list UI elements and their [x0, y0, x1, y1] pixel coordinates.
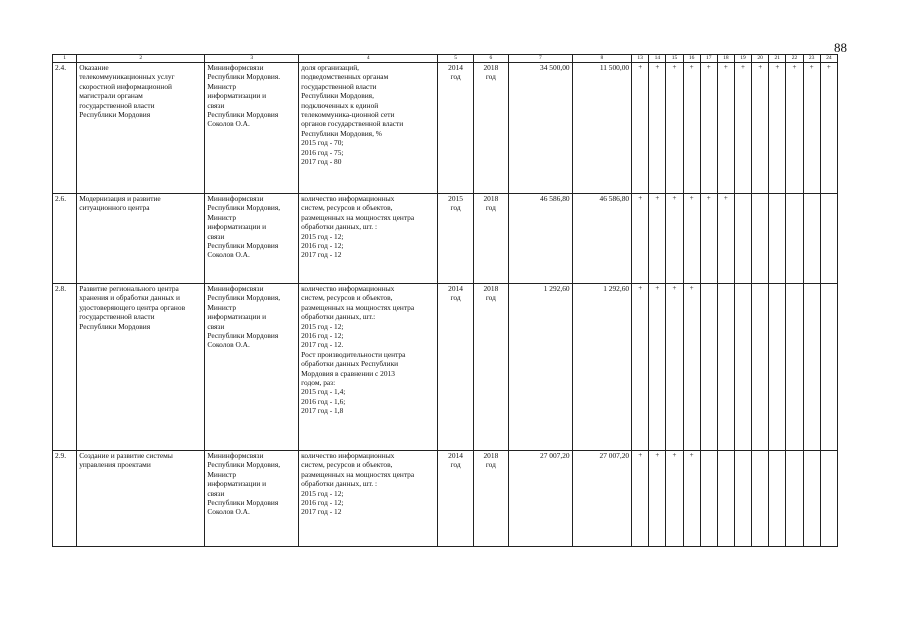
text-line: год: [485, 203, 496, 213]
text-line: 2018: [483, 63, 499, 72]
measure-name: [77, 451, 205, 547]
schedule-mark: +: [649, 284, 666, 451]
schedule-mark: +: [649, 451, 666, 547]
row-number: 2.8.: [53, 284, 77, 451]
schedule-mark: [734, 451, 751, 547]
header-cell: 6: [473, 55, 508, 63]
header-cell: 15: [666, 55, 683, 63]
text-line: 2015 год - 1,4;: [301, 387, 346, 397]
schedule-mark: +: [717, 194, 734, 284]
funding-total: 34 500,00: [509, 63, 573, 194]
header-cell: 20: [752, 55, 769, 63]
schedule-mark: +: [649, 194, 666, 284]
text-line: год: [450, 203, 461, 213]
text-line: год: [485, 293, 496, 303]
text-line: управления проектами: [79, 460, 151, 470]
text-line: количество информационных: [301, 451, 395, 460]
text-line: Соколов О.А.: [207, 507, 250, 517]
text-line: доля организаций,: [301, 63, 359, 72]
header-cell: 8: [572, 55, 632, 63]
header-cell: 17: [700, 55, 717, 63]
schedule-mark: +: [666, 194, 683, 284]
schedule-mark: +: [803, 63, 820, 194]
row-number: 2.4.: [53, 63, 77, 194]
text-line: 2015 год - 70;: [301, 138, 344, 148]
text-line: Соколов О.А.: [207, 250, 250, 260]
text-line: Республики Мордовия,: [207, 293, 281, 303]
text-line: Республики Мордовия.: [207, 72, 281, 82]
text-line: Республики Мордовия: [207, 110, 279, 120]
schedule-mark: [786, 194, 803, 284]
executor: [205, 451, 299, 547]
row-number: 2.6.: [53, 194, 77, 284]
text-line: подключенных к единой: [301, 100, 379, 110]
indicator: [299, 194, 438, 284]
text-line: ситуационного центра: [79, 203, 150, 213]
schedule-mark: [752, 284, 769, 451]
text-line: год: [450, 460, 461, 470]
text-line: связи: [207, 488, 225, 498]
text-line: 2017 год - 1,8: [301, 406, 344, 416]
header-cell: 4: [299, 55, 438, 63]
schedule-mark: +: [752, 63, 769, 194]
schedule-mark: [820, 194, 837, 284]
schedule-mark: +: [683, 194, 700, 284]
funding-budget: 11 500,00: [572, 63, 632, 194]
text-line: Республики Мордовия,: [301, 91, 374, 101]
header-cell: 19: [734, 55, 751, 63]
text-line: Республики Мордовия,: [207, 203, 281, 213]
schedule-mark: [752, 451, 769, 547]
text-line: Республики Мордовия: [207, 241, 279, 251]
schedule-mark: [734, 284, 751, 451]
text-line: год: [450, 293, 461, 303]
text-line: скоростной информационной: [79, 81, 172, 91]
text-line: 2017 год - 12: [301, 250, 342, 260]
program-table: [52, 54, 838, 547]
header-cell: 16: [683, 55, 700, 63]
schedule-mark: +: [683, 63, 700, 194]
schedule-mark: [769, 451, 786, 547]
text-line: Мининформсвязи: [207, 284, 264, 293]
row-number: 2.9.: [53, 451, 77, 547]
schedule-mark: [769, 284, 786, 451]
schedule-mark: [717, 284, 734, 451]
indicator: [299, 63, 438, 194]
schedule-mark: +: [666, 63, 683, 194]
schedule-mark: [803, 194, 820, 284]
text-line: размещенных на мощностях центра: [301, 469, 415, 479]
text-line: Республики Мордовия: [207, 331, 279, 341]
indicator: [299, 284, 438, 451]
measure-name: [77, 284, 205, 451]
text-line: обработки данных, шт.:: [301, 312, 376, 322]
header-cell: 13: [632, 55, 649, 63]
executor: [205, 194, 299, 284]
header-row: [53, 55, 838, 63]
end-year: [473, 194, 508, 284]
schedule-mark: +: [683, 284, 700, 451]
schedule-mark: +: [786, 63, 803, 194]
page-number: 88: [834, 40, 847, 55]
text-line: годом, раз:: [301, 378, 336, 388]
text-line: Республики Мордовия,: [207, 460, 281, 470]
text-line: информатизации и: [207, 479, 267, 489]
funding-budget: 1 292,60: [572, 284, 632, 451]
schedule-mark: +: [632, 194, 649, 284]
text-line: удостоверяющего центра органов: [79, 302, 186, 312]
text-line: Рост производительности центра: [301, 349, 406, 359]
header-cell: 2: [77, 55, 205, 63]
text-line: год: [450, 72, 461, 82]
schedule-mark: [769, 194, 786, 284]
text-line: 2014: [448, 63, 463, 72]
schedule-mark: +: [769, 63, 786, 194]
schedule-mark: [803, 284, 820, 451]
executor: [205, 63, 299, 194]
header-cell: 3: [205, 55, 299, 63]
text-line: Республики Мордовия, %: [301, 128, 382, 138]
text-line: обработки данных, шт. :: [301, 479, 378, 489]
end-year: [473, 451, 508, 547]
text-line: 2015 год - 12;: [301, 231, 344, 241]
schedule-mark: [786, 451, 803, 547]
text-line: 2015 год - 12;: [301, 488, 344, 498]
schedule-mark: +: [820, 63, 837, 194]
text-line: размещенных на мощностях центра: [301, 212, 415, 222]
text-line: связи: [207, 100, 225, 110]
text-line: Мининформсвязи: [207, 63, 264, 72]
text-line: 2018: [483, 451, 499, 460]
funding-total: 27 007,20: [509, 451, 573, 547]
text-line: Соколов О.А.: [207, 119, 250, 129]
start-year: [438, 284, 473, 451]
schedule-mark: +: [649, 63, 666, 194]
text-line: количество информационных: [301, 284, 395, 293]
schedule-mark: +: [632, 284, 649, 451]
schedule-mark: [734, 194, 751, 284]
end-year: [473, 63, 508, 194]
header-cell: 5: [438, 55, 473, 63]
text-line: Мининформсвязи: [207, 194, 264, 203]
text-line: Создание и развитие системы: [79, 451, 173, 460]
header-cell: 23: [803, 55, 820, 63]
table-row: [53, 194, 838, 284]
text-line: связи: [207, 321, 225, 331]
schedule-mark: [786, 284, 803, 451]
text-line: размещенных на мощностях центра: [301, 302, 415, 312]
table-row: [53, 63, 838, 194]
indicator: [299, 451, 438, 547]
text-line: год: [485, 460, 496, 470]
schedule-mark: +: [683, 451, 700, 547]
text-line: 2016 год - 12;: [301, 331, 344, 341]
text-line: государственной власти: [79, 312, 155, 322]
text-line: систем, ресурсов и объектов,: [301, 203, 393, 213]
text-line: Министр: [207, 469, 237, 479]
schedule-mark: [752, 194, 769, 284]
schedule-mark: [820, 451, 837, 547]
text-line: 2015: [448, 194, 463, 203]
text-line: 2017 год - 12: [301, 507, 342, 517]
text-line: 2016 год - 12;: [301, 498, 344, 508]
text-line: хранения и обработки данных и: [79, 293, 180, 303]
text-line: 2018: [483, 194, 499, 203]
schedule-mark: +: [632, 63, 649, 194]
schedule-mark: +: [666, 284, 683, 451]
text-line: информатизации и: [207, 222, 267, 232]
text-line: Министр: [207, 81, 237, 91]
text-line: государственной власти: [301, 81, 377, 91]
schedule-mark: +: [632, 451, 649, 547]
text-line: 2015 год - 12;: [301, 321, 344, 331]
text-line: телекоммуникационных услуг: [79, 72, 175, 82]
text-line: информатизации и: [207, 91, 267, 101]
executor: [205, 284, 299, 451]
text-line: систем, ресурсов и объектов,: [301, 460, 393, 470]
text-line: количество информационных: [301, 194, 395, 203]
table-row: [53, 284, 838, 451]
text-line: органов государственной власти: [301, 119, 404, 129]
header-cell: 21: [769, 55, 786, 63]
schedule-mark: [717, 451, 734, 547]
schedule-mark: +: [700, 194, 717, 284]
text-line: 2017 год - 12.: [301, 340, 344, 350]
schedule-mark: [700, 451, 717, 547]
text-line: 2018: [483, 284, 499, 293]
text-line: магистрали органам: [79, 91, 143, 101]
text-line: год: [485, 72, 496, 82]
table-row: [53, 451, 838, 547]
text-line: 2016 год - 12;: [301, 241, 344, 251]
text-line: Республики Мордовия: [79, 321, 151, 331]
text-line: Республики Мордовия: [79, 110, 151, 120]
text-line: Оказание: [79, 63, 109, 72]
start-year: [438, 451, 473, 547]
schedule-mark: [700, 284, 717, 451]
text-line: Соколов О.А.: [207, 340, 250, 350]
start-year: [438, 63, 473, 194]
text-line: государственной власти: [79, 100, 155, 110]
text-line: 2016 год - 1,6;: [301, 396, 346, 406]
text-line: 2016 год - 75;: [301, 147, 344, 157]
text-line: Министр: [207, 302, 237, 312]
text-line: связи: [207, 231, 225, 241]
funding-budget: 46 586,80: [572, 194, 632, 284]
header-cell: 18: [717, 55, 734, 63]
text-line: обработки данных Республики: [301, 359, 399, 369]
schedule-mark: +: [734, 63, 751, 194]
header-cell: 1: [53, 55, 77, 63]
start-year: [438, 194, 473, 284]
header-cell: 14: [649, 55, 666, 63]
funding-total: 46 586,80: [509, 194, 573, 284]
text-line: 2014: [448, 451, 463, 460]
text-line: Министр: [207, 212, 237, 222]
header-cell: 7: [509, 55, 573, 63]
header-cell: 22: [786, 55, 803, 63]
schedule-mark: [820, 284, 837, 451]
schedule-mark: +: [666, 451, 683, 547]
schedule-mark: +: [717, 63, 734, 194]
text-line: Мининформсвязи: [207, 451, 264, 460]
end-year: [473, 284, 508, 451]
text-line: систем, ресурсов и объектов,: [301, 293, 393, 303]
header-cell: 24: [820, 55, 837, 63]
text-line: подведомственных органам: [301, 72, 389, 82]
text-line: обработки данных, шт. :: [301, 222, 378, 232]
text-line: 2014: [448, 284, 463, 293]
text-line: телекоммуника-ционной сети: [301, 110, 395, 120]
funding-budget: 27 007,20: [572, 451, 632, 547]
text-line: 2017 год - 80: [301, 157, 342, 167]
measure-name: [77, 194, 205, 284]
text-line: Мордовия в сравнении с 2013: [301, 368, 395, 378]
schedule-mark: +: [700, 63, 717, 194]
text-line: Развитие регионального центра: [79, 284, 179, 293]
measure-name: [77, 63, 205, 194]
funding-total: 1 292,60: [509, 284, 573, 451]
text-line: информатизации и: [207, 312, 267, 322]
text-line: Модернизация и развитие: [79, 194, 161, 203]
schedule-mark: [803, 451, 820, 547]
text-line: Республики Мордовия: [207, 498, 279, 508]
